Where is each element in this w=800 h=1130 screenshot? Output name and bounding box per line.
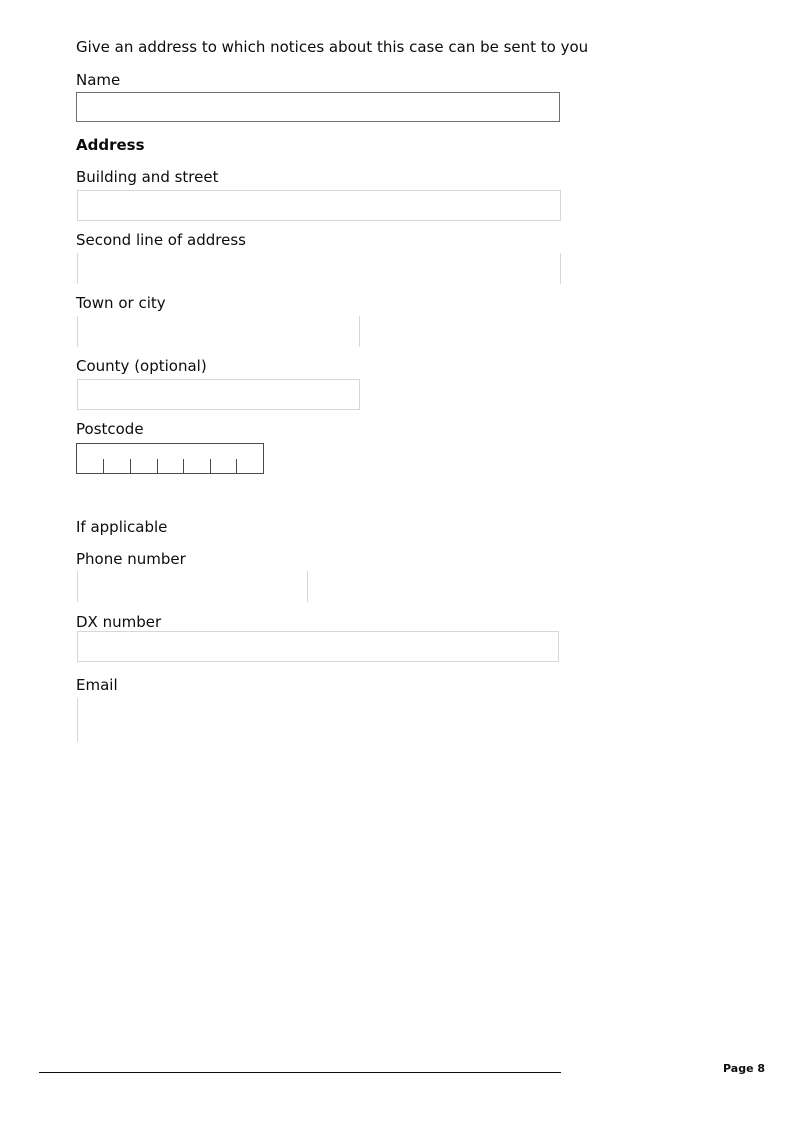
postcode-tick [210,459,211,474]
name-label: Name [76,71,121,89]
county-field[interactable] [77,379,360,410]
phone-number-field[interactable] [77,571,308,602]
building-street-field[interactable] [77,190,561,221]
page-number: Page 8 [723,1062,766,1075]
postcode-tick [130,459,131,474]
intro-text: Give an address to which notices about this case can be sent to you [76,38,589,56]
address-heading: Address [76,136,145,154]
building-street-label: Building and street [76,168,219,186]
name-field[interactable] [76,92,560,122]
postcode-tick [183,459,184,474]
email-label: Email [76,676,118,694]
county-label: County (optional) [76,357,207,375]
second-line-field[interactable] [77,253,561,284]
if-applicable-heading: If applicable [76,518,168,536]
postcode-tick [157,459,158,474]
postcode-tick [103,459,104,474]
footer-rule [39,1072,561,1073]
postcode-tick [236,459,237,474]
email-field[interactable] [77,698,561,742]
postcode-field[interactable] [76,443,264,474]
phone-number-label: Phone number [76,550,186,568]
postcode-label: Postcode [76,420,144,438]
dx-number-label: DX number [76,613,162,631]
dx-number-field[interactable] [77,631,559,662]
town-city-field[interactable] [77,316,360,347]
postcode-baseline [76,473,264,474]
town-city-label: Town or city [76,294,166,312]
second-line-label: Second line of address [76,231,246,249]
